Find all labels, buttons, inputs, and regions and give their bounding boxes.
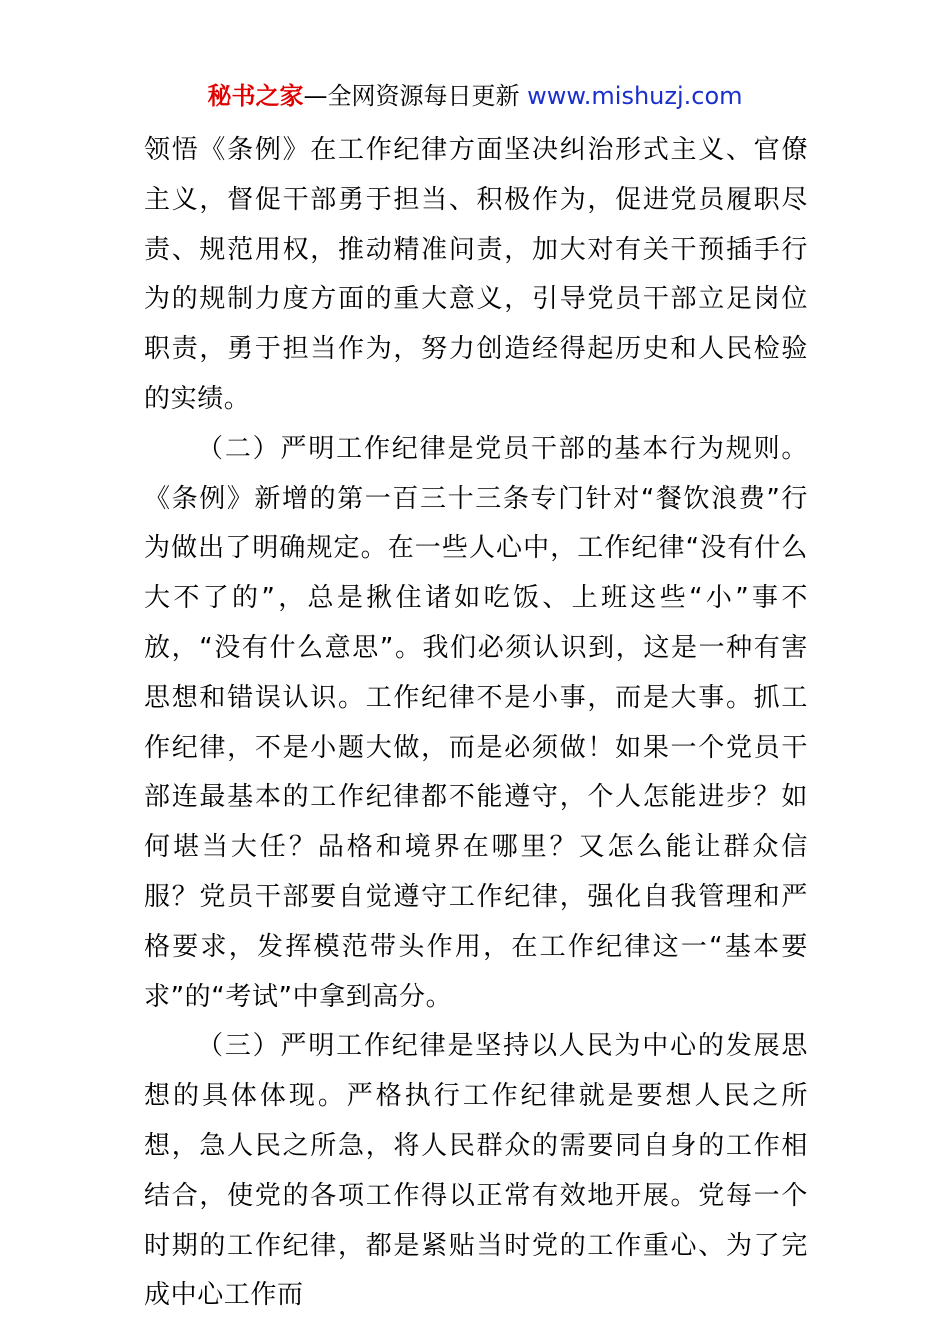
paragraph-section-three: （三）严明工作纪律是坚持以人民为中心的发展思想的具体体现。严格执行工作纪律就是要想人民之所想，急人民之所急，将人民群众的需要同自身的工作相结合，使党的各项工作得以正常有效地开展。党每一个时期的工作纪律，都是紧贴当时党的工作重心、为了完成中心工作而 (144, 1031, 808, 1311)
document-body (144, 126, 808, 1321)
site-url-link[interactable]: www.mishuzj.com (527, 82, 743, 110)
paragraph-continued: 领悟《条例》在工作纪律方面坚决纠治形式主义、官僚主义，督促干部勇于担当、积极作为，促进党员履职尽责、规范用权，推动精准问责，加大对有关干预插手行为的规制力度方面的重大意义，引导党员干部立足岗位职责，勇于担当作为，努力创造经得起历史和人民检验的实绩。 (144, 135, 808, 414)
site-header (0, 78, 950, 114)
site-brand: 秘书之家 (207, 82, 304, 110)
paragraph-section-two: （二）严明工作纪律是党员干部的基本行为规则。《条例》新增的第一百三十三条专门针对“餐饮浪费”行为做出了明确规定。在一些人心中，工作纪律“没有什么大不了的”，总是揪住诸如吃饭、上班这些“小”事不放，“没有什么意思”。我们必须认识到，这是一种有害思想和错误认识。工作纪律不是小事，而是大事。抓工作纪律，不是小题大做，而是必须做！如果一个党员干部连最基本的工作纪律都不能遵守，个人怎能进步？如何堪当大任？品格和境界在哪里？又怎么能让群众信服？党员干部要自觉遵守工作纪律，强化自我管理和严格要求，发挥模范带头作用，在工作纪律这一“基本要求”的“考试”中拿到高分。 (144, 433, 808, 1012)
site-tagline: —全网资源每日更新 (303, 82, 528, 110)
